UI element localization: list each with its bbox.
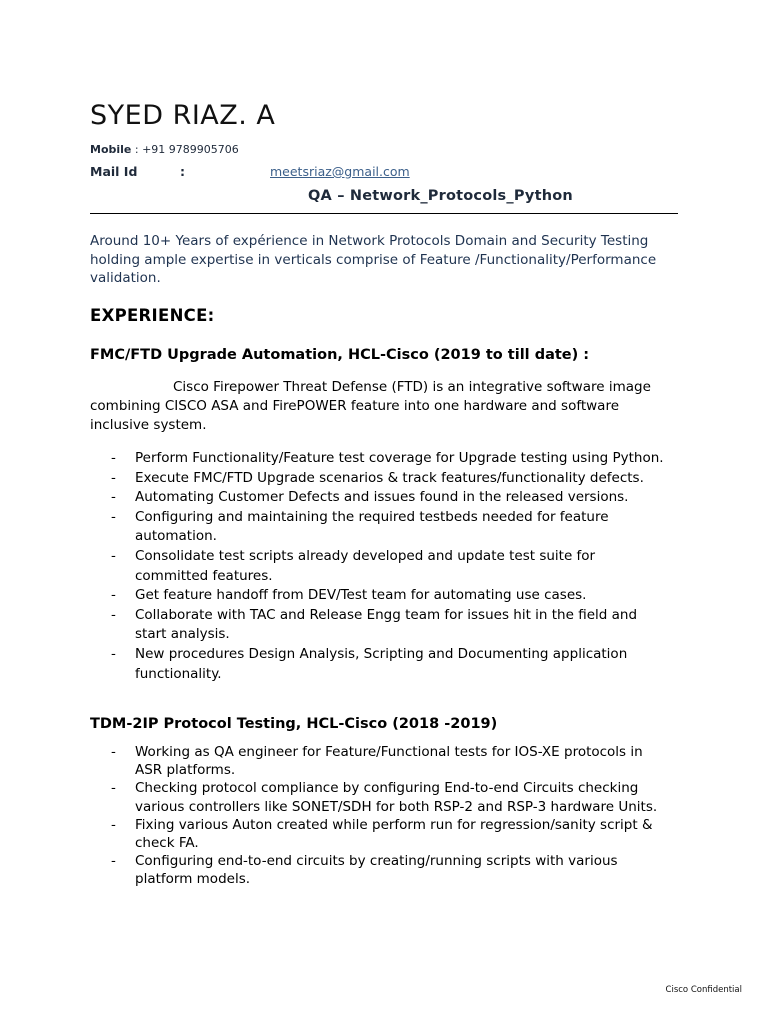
candidate-name: SYED RIAZ. A xyxy=(90,100,276,131)
bullet-marker: - xyxy=(111,489,116,506)
list-item-text: Checking protocol compliance by configuring End-to-end Circuits checking various controllers like SONET/SDH for both RSP-2 and RSP-3 hardware Units. xyxy=(135,780,658,815)
bullet-marker: - xyxy=(111,450,116,466)
list-item xyxy=(90,508,670,547)
bullet-marker: - xyxy=(111,645,116,662)
list-item xyxy=(90,743,670,779)
list-item xyxy=(90,645,670,684)
list-item xyxy=(90,816,670,852)
mail-label: Mail Id xyxy=(90,164,138,179)
experience-heading: EXPERIENCE: xyxy=(90,306,215,325)
list-item xyxy=(90,852,670,888)
role-title: QA – Network_Protocols_Python xyxy=(308,188,573,204)
mobile-line xyxy=(90,142,239,158)
job-title: TDM-2IP Protocol Testing, HCL-Cisco (2018 -2019) xyxy=(90,716,498,732)
list-item-text: Execute FMC/FTD Upgrade scenarios & track features/functionality defects. xyxy=(135,469,644,486)
list-item-text: Perform Functionality/Feature test coverage for Upgrade testing using Python. xyxy=(135,450,664,466)
mobile-value: : +91 9789905706 xyxy=(131,143,239,156)
job-bullet-list xyxy=(90,449,670,684)
email-link[interactable]: meetsriaz@gmail.com xyxy=(270,164,410,179)
bullet-marker: - xyxy=(111,816,116,833)
bullet-marker: - xyxy=(111,508,116,525)
list-item-text: Collaborate with TAC and Release Engg team for issues hit in the field and start analysis. xyxy=(135,606,638,643)
list-item-text: Configuring end-to-end circuits by creating/running scripts with various platform models. xyxy=(135,853,618,888)
list-item-text: Working as QA engineer for Feature/Functional tests for IOS-XE protocols in ASR platforms. xyxy=(135,744,643,779)
list-item xyxy=(90,606,670,645)
list-item-text: Get feature handoff from DEV/Test team for automating use cases. xyxy=(135,587,587,604)
list-item-text: New procedures Design Analysis, Scripting and Documenting application functionality. xyxy=(135,645,628,682)
bullet-marker: - xyxy=(111,547,116,564)
bullet-marker: - xyxy=(111,469,116,486)
job-bullet-list xyxy=(90,743,670,889)
list-item-text: Automating Customer Defects and issues found in the released versions. xyxy=(135,489,629,506)
list-item xyxy=(90,779,670,815)
list-item xyxy=(90,586,670,606)
list-item xyxy=(90,449,670,469)
profile-summary: Around 10+ Years of expérience in Network Protocols Domain and Security Testing holding ample expertise in verticals comprise of Feature /Functionality/Performance validation. xyxy=(90,233,657,286)
list-item-text: Fixing various Auton created while perform run for regression/sanity script & check FA. xyxy=(135,816,653,852)
confidential-footer: Cisco Confidential xyxy=(665,985,742,995)
mail-separator: : xyxy=(180,164,185,179)
list-item xyxy=(90,488,670,508)
job-title: FMC/FTD Upgrade Automation, HCL-Cisco (2019 to till date) : xyxy=(90,347,590,363)
bullet-marker: - xyxy=(111,780,116,797)
bullet-marker: - xyxy=(111,744,116,760)
list-item-text: Consolidate test scripts already developed and update test suite for committed features. xyxy=(135,547,596,584)
list-item xyxy=(90,547,670,586)
bullet-marker: - xyxy=(111,606,116,623)
mobile-label: Mobile xyxy=(90,143,132,156)
mail-line xyxy=(90,164,410,180)
job-description: Cisco Firepower Threat Defense (FTD) is an integrative software image combining CISCO ASA and FirePOWER feature into one hardware and software inclusive system. xyxy=(90,379,651,433)
list-item xyxy=(90,469,670,489)
bullet-marker: - xyxy=(111,587,116,604)
list-item-text: Configuring and maintaining the required testbeds needed for feature automation. xyxy=(135,508,609,545)
bullet-marker: - xyxy=(111,853,116,870)
header-divider xyxy=(90,213,678,214)
